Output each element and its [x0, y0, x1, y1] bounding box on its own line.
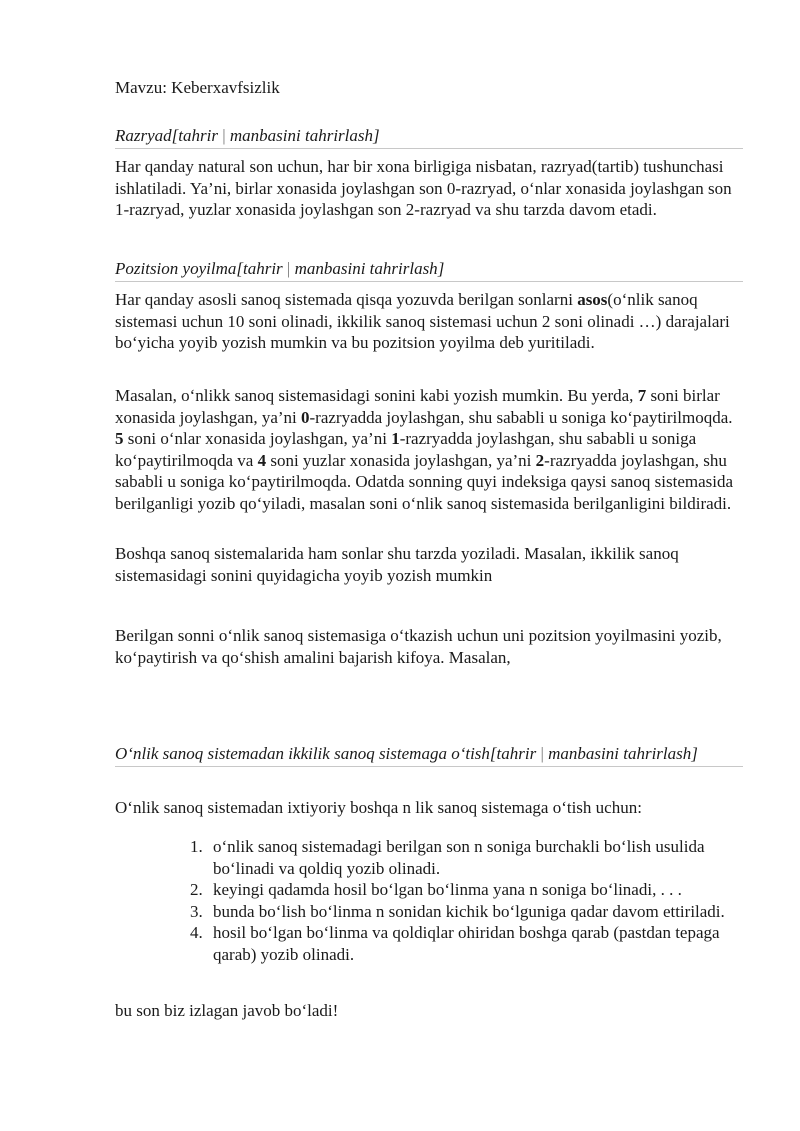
- list-item-text: bunda boʻlish boʻlinma n sonidan kichik boʻlguniga qadar davom ettiriladi.: [213, 901, 725, 921]
- pozitsion-paragraph-2: [115, 385, 741, 514]
- section-title: Oʻnlik sanoq sistemadan ikkilik sanoq sistemaga oʻtish: [115, 744, 490, 763]
- list-item-text: hosil boʻlgan boʻlinma va qoldiqlar ohiridan boshga qarab (pastdan tepaga qarab) yozib olinadi.: [213, 923, 720, 964]
- text-run: Har qanday asosli sanoq sistemada qisqa yozuvda berilgan sonlarni: [115, 290, 578, 309]
- bold-digit: 4: [257, 450, 267, 470]
- text-run: -razryadda joylashgan, shu sababli u soniga koʻpaytirilmoqda va: [115, 429, 697, 470]
- text-run: -razryadda joylashgan, shu sababli u soniga koʻpaytirilmoqda.: [309, 407, 733, 427]
- bold-term: asos: [577, 290, 608, 309]
- pozitsion-paragraph-4: Berilgan sonni oʻnlik sanoq sistemasiga oʻtkazish uchun uni pozitsion yoyilmasini yozib, koʻpaytirish va qoʻshish amalini bajarish kifoya. Masalan,: [115, 626, 722, 667]
- edit-link[interactable]: tahrir: [496, 744, 537, 763]
- list-number: 4.: [190, 923, 203, 942]
- section-heading-onlik: Oʻnlik sanoq sistemadan ikkilik sanoq sistemaga oʻtish[tahrir | manbasini tahrirlash]: [115, 743, 743, 767]
- bold-digit: 7: [637, 386, 647, 405]
- edit-link[interactable]: tahrir: [178, 126, 218, 145]
- edit-link[interactable]: tahrir: [242, 259, 283, 278]
- section-heading-pozitsion: Pozitsion yoyilma[tahrir | manbasini tahrirlash]: [115, 258, 743, 282]
- bold-digit: 5: [115, 429, 124, 448]
- bold-digit: 1: [391, 429, 400, 448]
- document-topic: Mavzu: Keberxavfsizlik: [115, 78, 280, 97]
- link-separator: |: [286, 259, 291, 278]
- steps-list: [190, 836, 750, 965]
- list-item-text: oʻnlik sanoq sistemadagi berilgan son n soniga burchakli boʻlish usulida boʻlinadi va qoldiq yozib olinadi.: [213, 837, 705, 878]
- pozitsion-paragraph-3: Boshqa sanoq sistemalarida ham sonlar shu tarzda yoziladi. Masalan, ikkilik sanoq sistemasidagi sonini quyidagicha yoyib yozish mumkin: [115, 544, 679, 585]
- list-number: 1.: [190, 837, 203, 856]
- text-run: -razryadda joylashgan, shu sababli u soniga koʻpaytirilmoqda. Odatda sonning quyi indeksiga qaysi sanoq sistemasida berilganligi yozib qoʻyiladi, masalan soni oʻnlik sanoq sistemasida berilganligini bildiradi.: [115, 450, 734, 513]
- list-item: [190, 836, 750, 879]
- text-run: soni yuzlar xonasida joylashgan, ya’ni: [266, 450, 536, 470]
- closing-text: bu son biz izlagan javob boʻladi!: [115, 1001, 339, 1020]
- list-item-text: keyingi qadamda hosil boʻlgan boʻlinma yana n soniga boʻlinadi, . . .: [213, 880, 682, 899]
- list-number: 2.: [190, 880, 203, 899]
- text-run: soni oʻnlar xonasida joylashgan, ya’ni: [123, 429, 392, 448]
- section-heading-razryad: Razryad[tahrir | manbasini tahrirlash]: [115, 125, 743, 149]
- pozitsion-paragraph-1: [115, 289, 741, 354]
- razryad-paragraph: Har qanday natural son uchun, har bir xona birligiga nisbatan, razryad(tartib) tushunchasi ishlatiladi. Ya’ni, birlar xonasida joylashgan son 0-razryad, oʻnlar xonasida joylashgan son 1-razryad, yuzlar xonasida joylashgan son 2-razryad va shu tarzda davom etadi.: [115, 157, 732, 219]
- edit-source-link[interactable]: manbasini tahrirlash: [548, 744, 692, 763]
- section-title: Razryad: [115, 126, 172, 145]
- list-item: [190, 922, 750, 965]
- bold-digit: 2: [535, 450, 545, 470]
- list-item: [190, 901, 750, 923]
- edit-source-link[interactable]: manbasini tahrirlash: [229, 126, 373, 145]
- onlik-intro: Oʻnlik sanoq sistemadan ixtiyoriy boshqa n lik sanoq sistemaga oʻtish uchun:: [115, 798, 642, 817]
- text-run: soni birlar xonasida joylashgan, ya’ni: [115, 386, 720, 427]
- edit-source-link[interactable]: manbasini tahrirlash: [294, 259, 438, 278]
- text-run: (oʻnlik sanoq sistemasi uchun 10 soni olinadi, ikkilik sanoq sistemasi uchun 2 soni olinadi …) darajalari boʻyicha yoyib yozish mumkin va bu pozitsion yoyilma deb yuritiladi.: [115, 290, 730, 352]
- bold-digit: 0: [301, 407, 310, 427]
- list-item: [190, 879, 750, 901]
- link-separator: |: [222, 126, 226, 145]
- section-title: Pozitsion yoyilma: [115, 259, 237, 278]
- link-separator: |: [540, 744, 544, 763]
- list-number: 3.: [190, 901, 203, 921]
- text-run: Masalan, oʻnlikk sanoq sistemasidagi sonini kabi yozish mumkin. Bu yerda,: [115, 386, 638, 405]
